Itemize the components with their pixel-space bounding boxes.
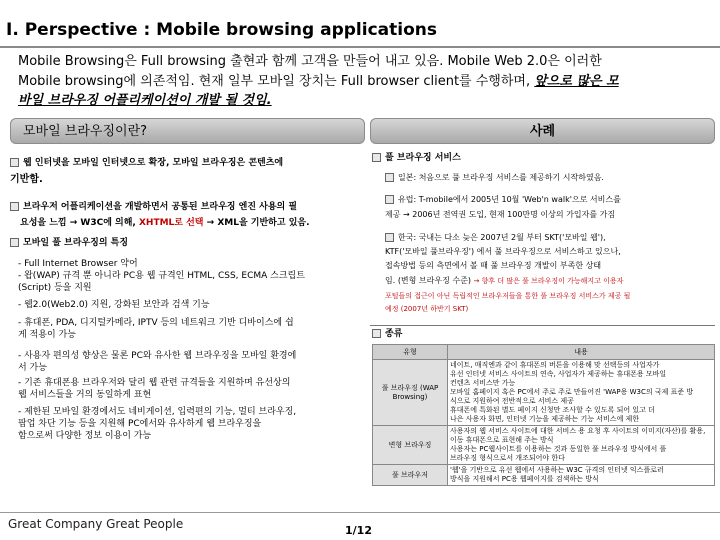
table-cell-content — [448, 426, 715, 465]
table-cell-type: 풀 브라우저 — [373, 465, 448, 486]
engine-cont-post: → XML을 기반하고 있음. — [203, 218, 310, 228]
square-bullet-icon — [372, 329, 381, 338]
left-bullet-features-text: 모바일 풀 브라우징의 특징 — [23, 238, 129, 248]
square-bullet-icon — [10, 158, 19, 167]
feature-4-cont: 게 적용이 가능 — [18, 330, 76, 340]
table-row — [373, 360, 715, 426]
case-korea-forecast-2: 예정 (2007년 하반기 SKT) — [385, 305, 469, 313]
case-korea-cont-3 — [385, 275, 715, 288]
right-bullet-full-browsing — [372, 152, 461, 165]
intro-line-2-text: Mobile browsing에 의존적임. 현재 일부 모바일 장치는 Full browser client를 수행하며, — [18, 73, 535, 89]
left-bullet-features — [10, 237, 128, 250]
footer-slogan: Great Company Great People — [8, 517, 184, 531]
title-divider — [0, 46, 720, 48]
case-korea-cont-3-red: → 향후 더 많은 풀 브라우징이 가능해지고 이용자 — [473, 277, 624, 285]
case-korea-forecast-1: 포털들의 접근이 아닌 독립적인 브라우저들을 통한 풀 브라우징 서비스가 제공 될 — [385, 292, 631, 300]
table-cell-content — [448, 465, 715, 486]
left-bullet-engine-text: 브라우저 어플리케이션을 개발하면서 공통된 브라우징 엔진 사용의 필 — [23, 202, 298, 212]
case-japan-text: 일본: 처음으로 풀 브라우징 서비스를 제공하기 시작하였음. — [398, 173, 604, 182]
table-header-content: 내용 — [448, 345, 715, 360]
intro-line-2 — [18, 72, 718, 92]
left-bullet-content-cont: 기반함. — [10, 174, 43, 185]
table-cell-line: 브라우징 형식으로서 개조되어야 한다 — [450, 454, 565, 462]
table-cell-line: 식으로 지원하여 전반적으로 서비스 제공 — [450, 397, 574, 405]
page-title: Ⅰ. Perspective : Mobile browsing applications — [6, 20, 437, 40]
right-section-header: 사례 — [370, 118, 715, 144]
feature-3: - 웹2.0(Web2.0) 지원, 강화된 보안과 검색 기능 — [18, 300, 210, 310]
page-number: 1/12 — [345, 524, 372, 537]
table-cell-line: 모바일 홈페이지 혹은 PC에서 주로 주로 만들어진 'WAP용 W3C의 국제 표준 방 — [450, 388, 694, 396]
table-header-type: 유형 — [373, 345, 448, 360]
table-cell-line: 이동 휴대폰으로 표현해 주는 방식 — [450, 436, 554, 444]
intro-paragraph — [18, 52, 718, 111]
case-korea-cont-2: 접속방법 등의 측면에서 볼 때 풀 브라우징 개발이 부족한 상태 — [385, 261, 602, 270]
intro-highlight-a: 앞으로 많은 모 — [534, 73, 619, 89]
feature-1: - Full Internet Browser 약어 — [18, 259, 138, 269]
case-korea — [385, 232, 715, 245]
left-bullet-engine-cont — [20, 217, 365, 230]
right-bullet-full-browsing-text: 풀 브라우징 서비스 — [385, 153, 461, 163]
intro-line-1: Mobile Browsing은 Full browsing 출현과 함께 고객을 만들어 내고 있음. Mobile Web 2.0은 이러한 — [18, 54, 602, 69]
right-bullet-types-text: 종류 — [385, 329, 403, 339]
table-cell-line: 사용자는 PC웹사이트를 이용하는 것과 동일한 풀 브라우징 방식에서 풀 — [450, 445, 667, 453]
square-bullet-icon — [385, 195, 394, 204]
table-cell-type: 변형 브라우징 — [373, 426, 448, 465]
right-divider — [370, 325, 715, 326]
left-bullet-content-text: 웹 인터넷을 모바일 인터넷으로 확장, 모바일 브라우징은 콘텐츠에 — [23, 158, 284, 168]
case-japan — [385, 172, 715, 185]
feature-4: - 휴대폰, PDA, 디지털카메라, IPTV 등의 네트워크 기반 디바이스에 쉽 — [18, 318, 294, 328]
table-cell-line: 방식을 지원해서 PC용 웹페이지를 검색하는 방식 — [450, 475, 599, 483]
feature-2: - 왑(WAP) 규격 뿐 아니라 PC용 웹 규격인 HTML, CSS, ECMA 스크립트 — [18, 271, 305, 281]
footer-divider — [0, 512, 720, 513]
square-bullet-icon — [385, 233, 394, 242]
engine-cont-red: XHTML로 선택 — [138, 218, 204, 228]
table-cell-type: 풀 브라우징 (WAP Browsing) — [373, 360, 448, 426]
left-bullet-engine — [10, 201, 365, 214]
table-row — [373, 465, 715, 486]
table-cell-line: 네이트, 매직엔과 같이 휴대폰의 버튼을 이용해 맞 선택등의 사업자가 — [450, 361, 660, 369]
feature-6-cont: 웹 서비스들을 거의 동일하게 표현 — [18, 390, 152, 400]
square-bullet-icon — [385, 173, 394, 182]
browsing-types-table — [372, 344, 715, 486]
case-korea-text: 한국: 국내는 다소 늦은 2007년 2월 부터 SKT('모바일 웹'), — [398, 233, 606, 242]
table-body — [373, 360, 715, 486]
square-bullet-icon — [372, 153, 381, 162]
table-cell-line: 유선 인터넷 서비스 사이트의 연속, 사업자가 제공하는 휴대폰용 모바일 — [450, 370, 667, 378]
table-row — [373, 426, 715, 465]
table-cell-line: '웹'을 기반으로 유선 웹에서 사용하는 W3C 규격의 인터넷 익스플로러 — [450, 466, 664, 474]
table-cell-line: 컨텐츠 서비스만 가능 — [450, 379, 516, 387]
left-bullet-content — [10, 157, 365, 170]
feature-5: - 사용자 편의성 향상은 물론 PC와 유사한 웹 브라우징을 모바일 환경에 — [18, 351, 297, 361]
engine-cont-pre: 요성을 느낌 → W3C에 의해, — [20, 218, 139, 228]
right-bullet-types — [372, 328, 402, 341]
feature-6: - 기존 휴대폰용 브라우저와 달리 웹 관련 규격들을 지원하며 유선상의 — [18, 378, 291, 388]
table-cell-content — [448, 360, 715, 426]
table-cell-line: 휴대폰에 특화된 별도 페이지 신청만 조사할 수 있도록 되어 있고 더 — [450, 406, 655, 414]
intro-highlight-b: 바일 브라우징 어플리케이션이 개발 될 것임. — [18, 93, 272, 108]
feature-2-cont: (Script) 등을 지원 — [18, 283, 92, 293]
feature-7-cont-2: 함으로써 다양한 정보 이용이 가능 — [18, 431, 152, 441]
case-korea-cont-1: KTF('모바일 풀브라우징') 에서 풀 브라우징으로 서비스하고 있으나, — [385, 247, 621, 256]
left-section-header: 모바일 브라우징이란? — [10, 118, 365, 144]
table-cell-line: 사용자의 웹 서비스 사이트에 대한 서비스 용 요청 후 사이트의 이미지(자산)를 활용, — [450, 427, 706, 435]
table-header-row — [373, 345, 715, 360]
case-europe — [385, 194, 715, 207]
table-cell-line: 나은 사용자 화면, 인터넷 기능을 제공하는 기능 서비스에 제한 — [450, 415, 640, 423]
feature-7: - 제한된 모바일 환경에서도 네비게이션, 입력편의 기능, 멀티 브라우징, — [18, 407, 297, 417]
square-bullet-icon — [10, 238, 19, 247]
case-europe-text: 유럽: T-mobile에서 2005년 10월 'Web'n walk'으로 서비스를 — [398, 195, 621, 204]
case-korea-cont-3-pre: 임. (변형 브라우징 수준) — [385, 276, 474, 285]
feature-7-cont: 팝업 차단 기능 등을 지원해 PC에서와 유사하게 웹 브라우징을 — [18, 419, 262, 429]
feature-5-cont: 서 가능 — [18, 363, 47, 373]
case-europe-cont: 제공 → 2006년 전역권 도입, 현재 100만명 이상의 가입자를 가짐 — [385, 210, 616, 219]
square-bullet-icon — [10, 202, 19, 211]
